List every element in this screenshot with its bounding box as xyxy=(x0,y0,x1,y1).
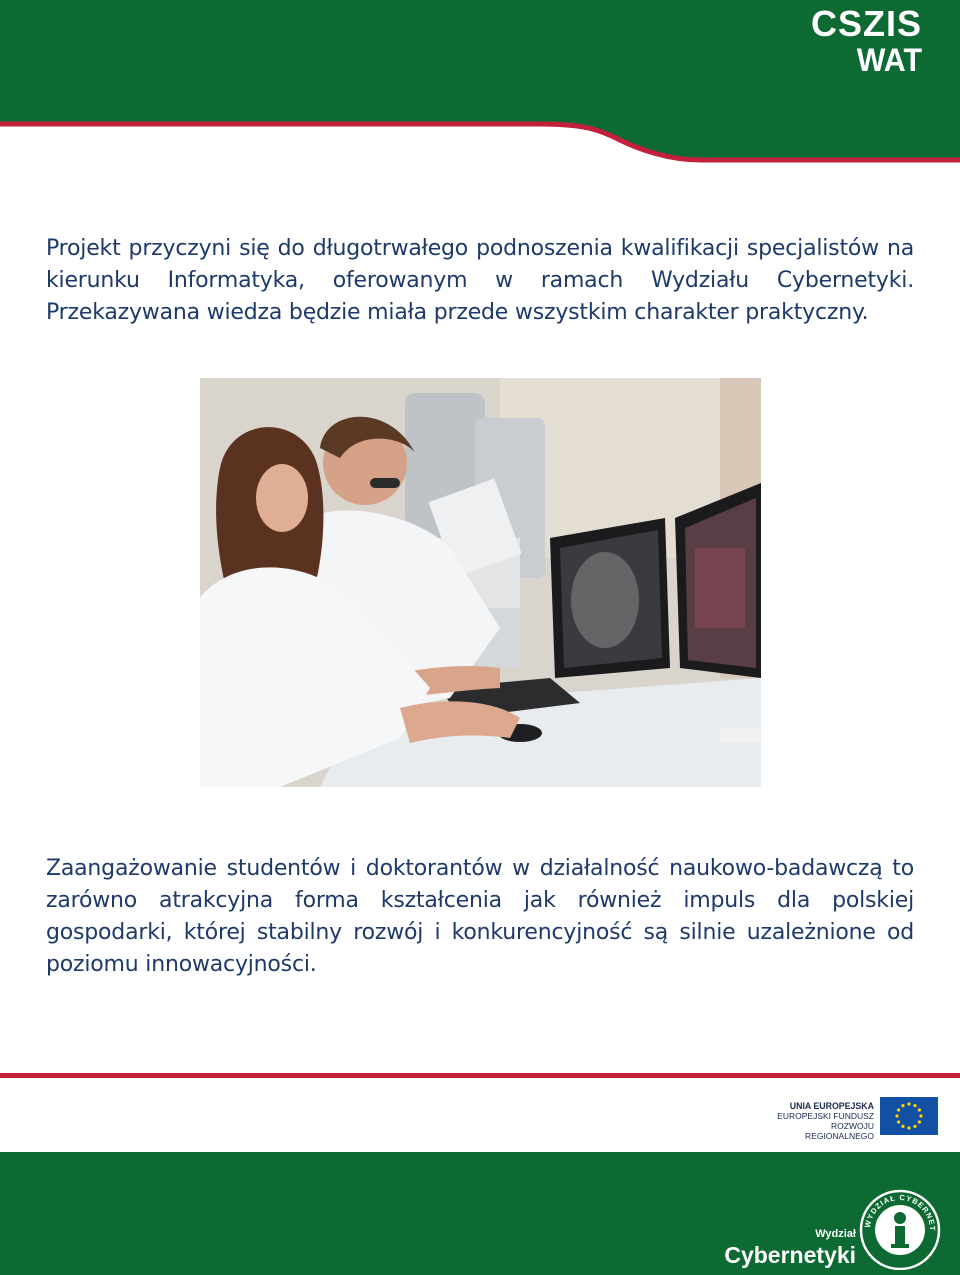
footer-cybernetyki-label: Cybernetyki xyxy=(724,1242,856,1268)
footer-wydzial-label: Wydział xyxy=(815,1228,856,1240)
eu-logo xyxy=(770,1097,938,1141)
engagement-paragraph: Zaangażowanie studentów i doktorantów w działalność naukowo-badawczą to zarówno atrakcyjna forma kształcenia jak również impuls dla polskiej gospodarki, której stabilny rozwój i konkurencyjność są silnie uzależnione od poziomu innowacyjności. xyxy=(46,856,914,977)
eu-text xyxy=(770,1101,874,1141)
footer-band xyxy=(0,1152,960,1275)
lab-photo-illustration xyxy=(200,378,761,787)
emblem-ring-text: WYDZIAŁ CYBERNET xyxy=(862,1192,938,1232)
cszis-wat-logo xyxy=(810,3,922,78)
eu-line-2: EUROPEJSKI FUNDUSZ xyxy=(777,1111,874,1121)
logo-line-wat: WAT xyxy=(856,42,922,78)
eu-line-3: ROZWOJU REGIONALNEGO xyxy=(805,1121,874,1141)
faculty-emblem-svg xyxy=(858,1186,942,1270)
lab-photo xyxy=(200,378,761,787)
faculty-emblem-icon xyxy=(858,1186,942,1270)
header-band xyxy=(0,0,960,165)
intro-paragraph: Projekt przyczyni się do długotrwałego podnoszenia kwalifikacji specjalistów na kierunku Informatyka, oferowanym w ramach Wydziału Cybernetyki. Przekazywana wiedza będzie miała przede wszystkim charakter praktyczny. xyxy=(46,236,914,325)
logo-line-cszis: CSZIS xyxy=(810,3,922,44)
footer-divider xyxy=(0,1073,960,1078)
eu-line-1: UNIA EUROPEJSKA xyxy=(789,1101,874,1111)
eu-flag-icon xyxy=(880,1097,938,1135)
eu-stars xyxy=(880,1097,938,1135)
